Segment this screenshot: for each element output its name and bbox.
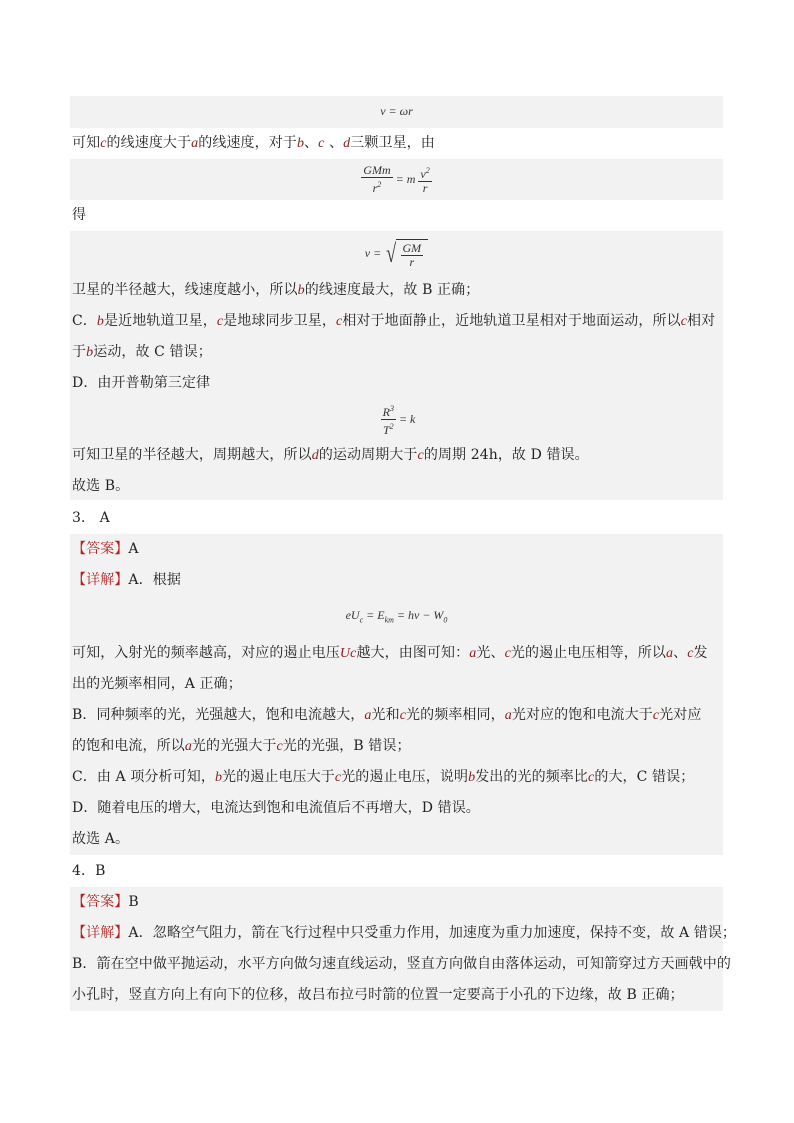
text-line: 故选 A。: [72, 831, 130, 847]
text-line: D．由开普勒第三定律: [72, 375, 211, 391]
text-line: 的饱和电流，所以a光的光强大于c光的光强，B 错误；: [72, 738, 411, 754]
text-line: D．随着电压的增大，电流达到饱和电流值后不再增大，D 错误。: [72, 800, 480, 816]
answer-line: 【答案】A: [72, 541, 139, 557]
text-line: 于b运动，故 C 错误；: [72, 344, 212, 360]
equation-v-omega-r: v = ωr: [380, 104, 413, 118]
question-3-heading: 3． A: [72, 510, 110, 526]
detail-line: 【详解】A．根据: [72, 572, 181, 588]
equation-v-sqrt: v = √ $\frac{GM}{r}$: [70, 231, 723, 276]
text-line: 故选 B。: [72, 478, 130, 494]
text-line: 可知c的线速度大于a的线速度，对于b、c 、d三颗卫星，由: [70, 128, 723, 159]
question-4-heading: 4．B: [72, 863, 106, 879]
text-line: B．箭在空中做平抛运动，水平方向做匀速直线运动，竖直方向做自由落体运动，可知箭穿过方天画戟中的: [72, 956, 731, 972]
equation-gravity: $\frac{\text{GMm}}{r^2}$ = m $\frac{v^2}{r}$: [70, 159, 723, 200]
text-line: 得: [70, 200, 723, 231]
text-line: C．b是近地轨道卫星，c是地球同步卫星，c相对于地面静止，近地轨道卫星相对于地面运动，所以c相对: [72, 313, 716, 329]
equation-photoelectric: $eU_c = E_{km} = h\nu - W_0$: [345, 607, 448, 625]
equation-kepler: $\frac{R^3}{T^2}$ = k: [382, 404, 416, 437]
text-line: 小孔时，竖直方向上有向下的位移，故吕布拉弓时箭的位置一定要高于小孔的下边缘，故 B 正确；: [72, 987, 684, 1003]
text-line: B．同种频率的光，光强越大，饱和电流越大，a光和c光的频率相同，a光对应的饱和电流大于c光对应: [72, 707, 702, 723]
text-line: 可知，入射光的频率越高，对应的遏止电压Uc越大，由图可知：a光、c光的遏止电压相等，所以a、c发: [72, 645, 708, 661]
detail-line: 【详解】A．忽略空气阻力，箭在飞行过程中只受重力作用，加速度为重力加速度，保持不变，故 A 错误；: [72, 925, 737, 941]
answer-line: 【答案】B: [72, 894, 139, 910]
text-line: C．由 A 项分析可知，b光的遏止电压大于c光的遏止电压，说明b发出的光的频率比c的大，C 错误；: [72, 769, 695, 785]
text-line: 出的光频率相同，A 正确；: [72, 676, 242, 692]
text-line: 可知卫星的半径越大，周期越大，所以d的运动周期大于c的周期 24h，故 D 错误。: [72, 447, 589, 463]
text-line: 卫星的半径越大，线速度越小，所以b的线速度最大，故 B 正确；: [72, 282, 480, 298]
